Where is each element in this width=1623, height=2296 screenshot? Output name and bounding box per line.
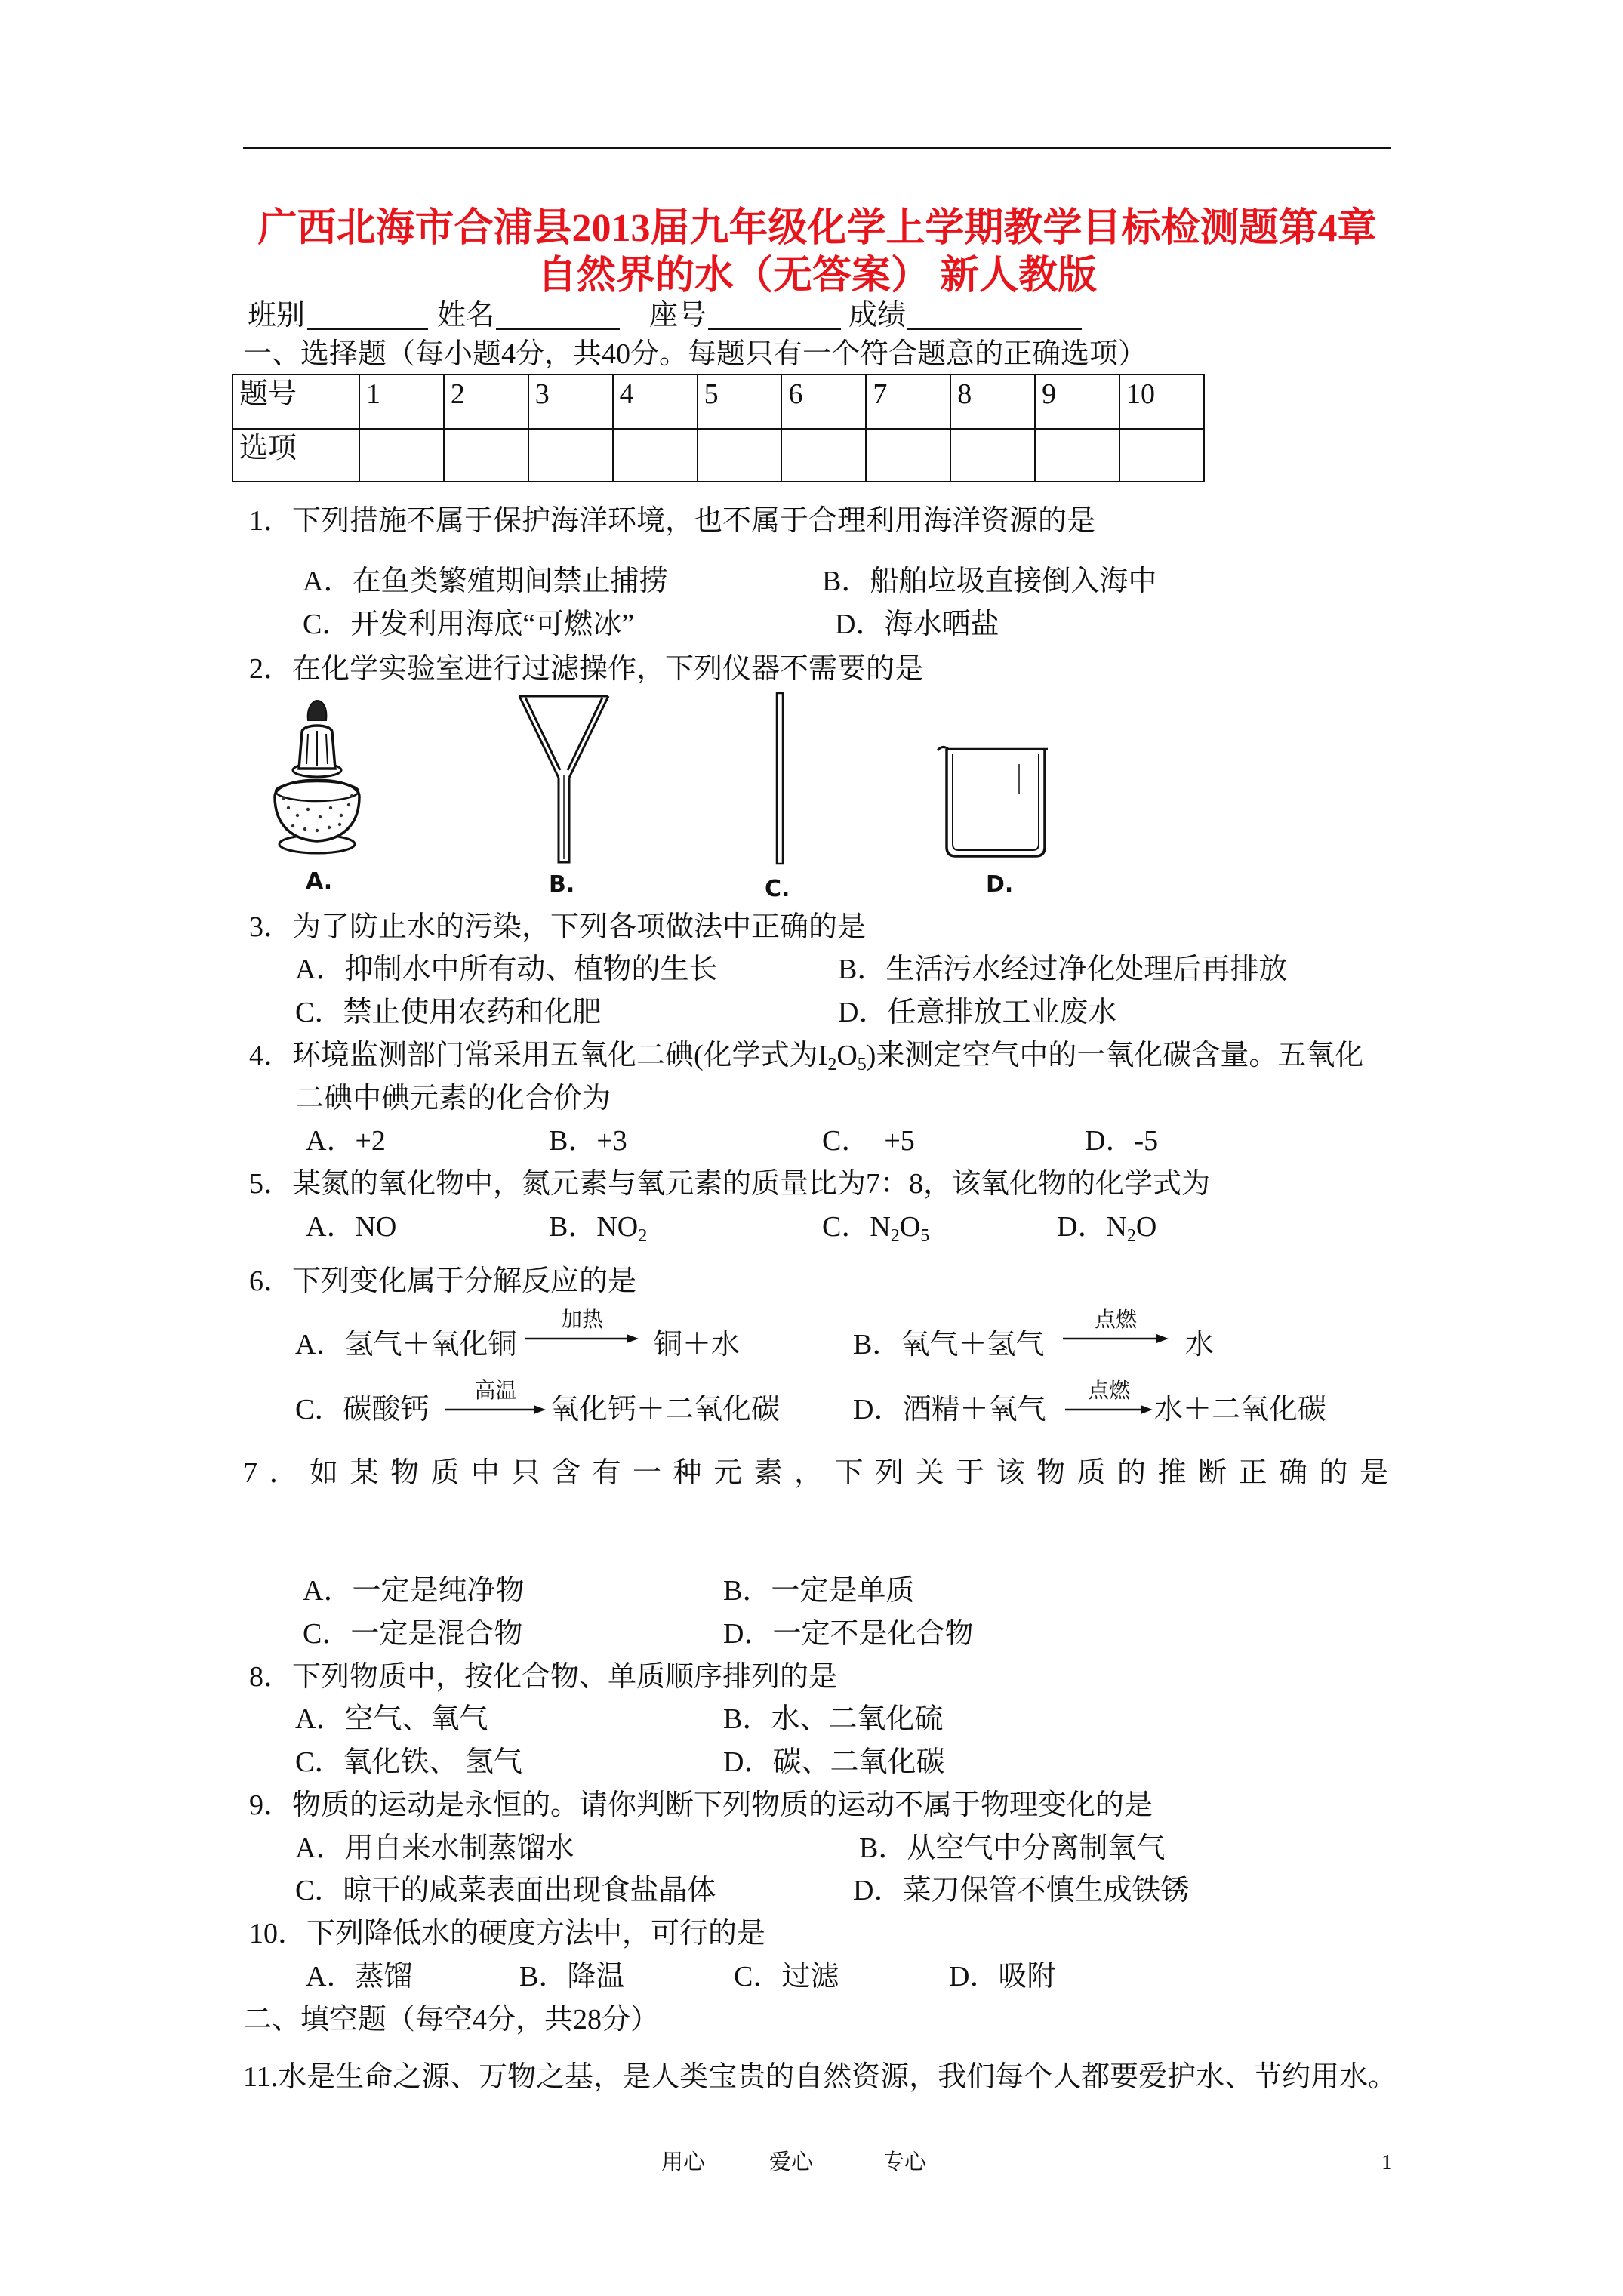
- footer-word-2: 爱心: [769, 2150, 814, 2174]
- q6-option-b-products: 水: [1185, 1329, 1215, 1361]
- q8-option-d: D．碳、二氧化碳: [723, 1746, 945, 1778]
- answer-cell: [613, 429, 698, 482]
- reaction-condition: 加热: [560, 1308, 603, 1332]
- funnel-cone: [519, 696, 608, 778]
- q9-option-d: D．菜刀保管不慎生成铁锈: [853, 1875, 1190, 1906]
- score-blank: [907, 328, 1082, 330]
- q5-option-c: [822, 1211, 930, 1246]
- reaction-condition: 点燃: [1087, 1379, 1130, 1403]
- answer-cell: [1035, 429, 1119, 482]
- q1-stem: 1．下列措施不属于保护海洋环境，也不属于合理利用海洋资源的是: [249, 505, 1096, 537]
- formula-text: O: [899, 1211, 921, 1243]
- answer-cell: [698, 429, 782, 482]
- q4-stem-line-2: 二碘中碘元素的化合价为: [295, 1083, 611, 1114]
- question-number-cell: 7: [866, 374, 950, 429]
- beaker-drawing: [936, 741, 1051, 861]
- q6-option-a-products: 铜＋水: [654, 1329, 741, 1361]
- question-number-row-label: 题号: [233, 374, 359, 429]
- q8-option-a: A．空气、氧气: [295, 1703, 488, 1735]
- seat-label: 座号: [649, 300, 707, 331]
- beaker-icon: [936, 741, 1051, 861]
- question-number-cell: 2: [444, 374, 528, 429]
- q7-option-b: B．一定是单质: [723, 1575, 915, 1607]
- q4-option-d: D．-5: [1085, 1125, 1159, 1157]
- answer-table: [232, 374, 1205, 482]
- glass-rod-body: [777, 693, 783, 864]
- title-line-1: 广西北海市合浦县2013届九年级化学上学期教学目标检测题第4章: [257, 207, 1377, 250]
- q6-option-a-arrow: [525, 1309, 639, 1344]
- question-number-cell: 5: [698, 374, 782, 429]
- section2-heading: 二、填空题（每空4分，共28分）: [243, 2004, 660, 2036]
- q3-option-a: A．抑制水中所有动、植物的生长: [295, 954, 718, 985]
- q6-option-c-products: 氧化钙＋二氧化碳: [550, 1394, 781, 1425]
- reaction-condition: 点燃: [1094, 1308, 1137, 1332]
- q4-option-c: C． +5: [822, 1125, 915, 1157]
- q7-option-d: D．一定不是化合物: [723, 1618, 974, 1650]
- header-rule: [243, 147, 1391, 149]
- q10-stem: 10．下列降低水的硬度方法中，可行的是: [249, 1918, 766, 1949]
- formula-text: C．N: [822, 1211, 891, 1243]
- alcohol-lamp-icon: [270, 695, 365, 857]
- formula-text: B．NO: [549, 1211, 639, 1243]
- q4-stem-text: 4．环境监测部门常采用五氧化二碘(化学式为I: [249, 1040, 828, 1071]
- question-number-cell: 6: [781, 374, 866, 429]
- q8-option-c: C．氧化铁、 氢气: [295, 1746, 522, 1778]
- arrow-icon: [1063, 1333, 1169, 1344]
- question-number-cell: 8: [950, 374, 1035, 429]
- q6-option-a-reactants: A．氢气＋氧化铜: [295, 1329, 517, 1361]
- question-number-row: [233, 374, 1204, 429]
- q6-option-c-arrow: [445, 1380, 546, 1415]
- q3-option-d: D．任意排放工业废水: [838, 997, 1117, 1028]
- q9-stem: 9．物质的运动是永恒的。请你判断下列物质的运动不属于物理变化的是: [249, 1789, 1153, 1821]
- answer-cell: [950, 429, 1035, 482]
- q4-stem-text: )来测定空气中的一氧化碳含量。五氧化: [866, 1040, 1364, 1071]
- q4-stem-line-1: [249, 1040, 1364, 1074]
- question-number-cell: 1: [359, 374, 444, 429]
- q8-option-b: B．水、二氧化硫: [723, 1703, 944, 1735]
- beaker-outer-wall: [947, 749, 1045, 856]
- q6-option-c-reactants: C．碳酸钙: [295, 1394, 430, 1425]
- glass-rod-drawing: [773, 692, 787, 867]
- q5-stem: 5．某氮的氧化物中，氮元素与氧元素的质量比为7：8，该氧化物的化学式为: [249, 1168, 1211, 1200]
- q6-stem: 6．下列变化属于分解反应的是: [249, 1265, 637, 1297]
- answer-cell: [1119, 429, 1204, 482]
- q6-option-d-arrow: [1065, 1380, 1153, 1415]
- figure-label-d: D.: [986, 871, 1014, 898]
- q4-stem-text: O: [836, 1040, 858, 1071]
- q3-option-b: B．生活污水经过净化处理后再排放: [838, 954, 1288, 985]
- subscript: 2: [890, 1226, 900, 1246]
- q10-option-c: C．过滤: [734, 1961, 839, 1992]
- formula-text: O: [1135, 1211, 1157, 1243]
- answer-cell: [528, 429, 613, 482]
- q7-stem: 7．如某物质中只含有一种元素，下列关于该物质的推断正确的是: [243, 1457, 1400, 1489]
- subscript: 5: [920, 1226, 930, 1246]
- formula-text: A．NO: [306, 1211, 397, 1243]
- answer-row-label: 选项: [233, 429, 359, 482]
- question-number-cell: 9: [1035, 374, 1119, 429]
- q4-option-b: B．+3: [549, 1125, 627, 1157]
- q1-option-c: C．开发利用海底“可燃冰”: [303, 609, 635, 640]
- q9-option-c: C．晾干的咸菜表面出现食盐晶体: [295, 1875, 716, 1906]
- q2-stem: 2．在化学实验室进行过滤操作，下列仪器不需要的是: [249, 653, 924, 685]
- name-blank: [496, 328, 620, 330]
- subscript: 5: [857, 1055, 867, 1074]
- q6-option-d-reactants: D．酒精＋氧气: [853, 1394, 1046, 1425]
- q10-option-a: A．蒸馏: [306, 1961, 413, 1992]
- lamp-knob: [308, 701, 327, 720]
- funnel-icon: [516, 692, 611, 867]
- q1-option-b: B．船舶垃圾直接倒入海中: [822, 566, 1157, 597]
- q3-option-c: C．禁止使用农药和化肥: [295, 997, 602, 1028]
- answer-cell: [359, 429, 444, 482]
- q6-option-d-products: 水＋二氧化碳: [1154, 1394, 1327, 1425]
- arrow-icon: [525, 1333, 639, 1344]
- question-number-cell: 3: [528, 374, 613, 429]
- q7-option-a: A．一定是纯净物: [303, 1575, 525, 1607]
- q9-option-a: A．用自来水制蒸馏水: [295, 1832, 574, 1864]
- arrow-icon: [445, 1404, 546, 1415]
- footer-word-3: 专心: [882, 2150, 927, 2174]
- q11-stem: 11.水是生命之源、万物之基，是人类宝贵的自然资源，我们每个人都要爱护水、节约用水。: [243, 2061, 1397, 2093]
- footer-word-1: 用心: [661, 2150, 706, 2174]
- class-label: 班别: [248, 300, 306, 331]
- answer-cell: [444, 429, 528, 482]
- answer-cell: [866, 429, 950, 482]
- q10-option-d: D．吸附: [949, 1961, 1056, 1992]
- score-label: 成绩: [848, 300, 907, 331]
- beaker-inner-wall: [953, 754, 1039, 850]
- name-label: 姓名: [437, 300, 495, 331]
- q4-option-a: A．+2: [306, 1125, 386, 1157]
- alcohol-lamp-drawing: [270, 695, 365, 857]
- question-number-cell: 10: [1119, 374, 1204, 429]
- question-number-cell: 4: [613, 374, 698, 429]
- figure-label-a: A.: [306, 868, 333, 895]
- q8-stem: 8．下列物质中，按化合物、单质顺序排列的是: [249, 1661, 838, 1693]
- q5-option-d: [1057, 1211, 1157, 1246]
- funnel-drawing: [516, 692, 611, 867]
- subscript: 2: [638, 1226, 648, 1246]
- q5-option-a: [306, 1212, 396, 1242]
- q9-option-b: B．从空气中分离制氧气: [859, 1832, 1166, 1864]
- title-line-2: 自然界的水（无答案） 新人教版: [537, 254, 1097, 297]
- q6-option-b-arrow: [1063, 1309, 1169, 1344]
- q1-option-a: A．在鱼类繁殖期间禁止捕捞: [303, 566, 668, 597]
- answer-row: [233, 429, 1204, 482]
- q5-option-b: [549, 1211, 648, 1246]
- class-blank: [307, 328, 428, 330]
- seat-blank: [708, 328, 841, 330]
- subscript: 2: [1126, 1226, 1136, 1246]
- section1-heading: 一、选择题（每小题4分，共40分。每题只有一个符合题意的正确选项）: [243, 338, 1147, 370]
- answer-cell: [781, 429, 866, 482]
- q1-option-d: D．海水晒盐: [835, 609, 999, 640]
- subscript: 2: [827, 1055, 837, 1074]
- q6-option-b-reactants: B．氧气＋氢气: [853, 1329, 1045, 1361]
- q7-option-c: C．一定是混合物: [303, 1618, 523, 1650]
- figure-label-b: B.: [549, 871, 575, 898]
- formula-text: D．N: [1057, 1211, 1127, 1243]
- page-number: 1: [1381, 2150, 1393, 2174]
- figure-label-c: C.: [765, 876, 790, 902]
- reaction-condition: 高温: [474, 1379, 517, 1403]
- arrow-icon: [1065, 1404, 1153, 1415]
- glass-rod-icon: [773, 692, 787, 867]
- q3-stem: 3．为了防止水的污染，下列各项做法中正确的是: [249, 911, 867, 943]
- q10-option-b: B．降温: [519, 1961, 625, 1992]
